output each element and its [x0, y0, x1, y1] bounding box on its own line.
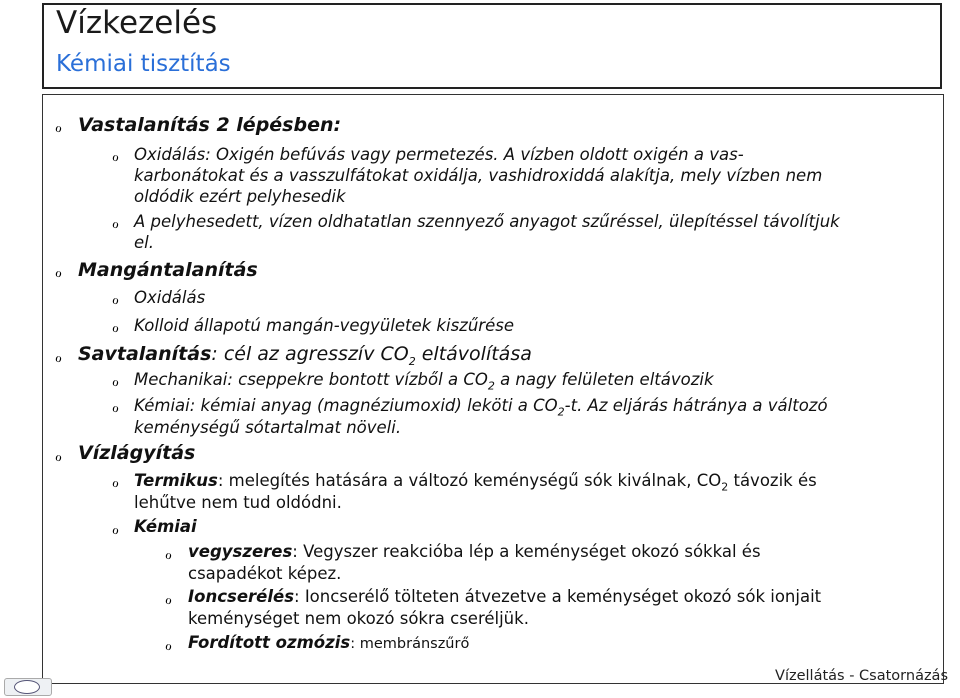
kemiai-heading: Kémiai — [134, 517, 197, 536]
bullet-icon: ℴ — [55, 348, 62, 366]
vas-item-1-line-1: Oxidálás: Oxigén befúvás vagy permetezés. A vízben oldott oxigén a vas- — [134, 145, 744, 164]
heading-savtalanitas: Savtalanítás: cél az agresszív $CO_2$ eltávolítása — [78, 343, 532, 368]
bullet-icon: ℴ — [112, 398, 119, 416]
ioncsereles-line-1: Ioncserélés: Ioncserélő tölteten átvezetve a keménységet okozó sók ionjait — [188, 587, 822, 606]
sav-item-2-line-2: keménységű sótartalmat növeli. — [134, 418, 402, 437]
bullet-icon: ℴ — [112, 290, 119, 308]
vas-item-1-line-3: oldódik ezért pelyhesedik — [134, 187, 346, 206]
mangan-item-2: Kolloid állapotú mangán-vegyületek kiszűrése — [134, 316, 514, 335]
vegyszeres-line-1: vegyszeres: Vegyszer reakcióba lép a keménységet okozó sókkal és — [188, 542, 761, 561]
bullet-icon: ℴ — [165, 545, 172, 563]
bullet-icon: ℴ — [112, 318, 119, 336]
forditott-ozmozis: Fordított ozmózis: membránszűrő — [188, 633, 470, 652]
heading-vastalanitas: Vastalanítás 2 lépésben: — [78, 114, 342, 136]
bullet-icon: ℴ — [55, 118, 62, 136]
vas-item-2-line-2: el. — [134, 233, 154, 252]
bullet-icon: ℴ — [55, 263, 62, 281]
sav-item-2-line-1: Kémiai: kémiai anyag (magnéziumoxid) leköti a $CO_2-t$. Az eljárás hátránya a változó — [134, 396, 828, 419]
mangan-item-1: Oxidálás — [134, 288, 206, 307]
bullet-icon: ℴ — [112, 214, 119, 232]
vegyszeres-line-2: csapadékot képez. — [188, 564, 342, 583]
heading-mangantalanitas: Mangántalanítás — [78, 259, 258, 281]
ioncsereles-line-2: keménységet nem okozó sókra cseréljük. — [188, 609, 529, 628]
footer-text: Vízellátás - Csatornázás — [775, 668, 948, 684]
bullet-icon: ℴ — [112, 520, 119, 538]
corner-decoration-icon — [0, 678, 56, 698]
title-box — [42, 3, 942, 89]
bullet-icon: ℴ — [112, 372, 119, 390]
bullet-icon: ℴ — [112, 473, 119, 491]
page-subtitle: Kémiai tisztítás — [56, 51, 231, 77]
termikus-line-1: Termikus: melegítés hatására a változó keménységű sók kiválnak, $CO_2$ távozik és — [134, 471, 817, 494]
heading-vizlagyitas: Vízlágyítás — [78, 442, 196, 464]
vas-item-1-line-2: karbonátokat és a vasszulfátokat oxidálja, vashidroxiddá alakítja, mely vízben nem — [134, 166, 823, 185]
bullet-icon: ℴ — [112, 147, 119, 165]
page-title: Vízkezelés — [56, 5, 218, 41]
sav-item-1: Mechanikai: cseppekre bontott vízből a $CO_2$ a nagy felületen eltávozik — [134, 370, 714, 393]
termikus-line-2: lehűtve nem tud oldódni. — [134, 493, 342, 512]
bullet-icon: ℴ — [165, 590, 172, 608]
vas-item-2-line-1: A pelyhesedett, vízen oldhatatlan szennyező anyagot szűréssel, ülepítéssel távolítjuk — [134, 212, 840, 231]
bullet-icon: ℴ — [55, 447, 62, 465]
bullet-icon: ℴ — [165, 636, 172, 654]
